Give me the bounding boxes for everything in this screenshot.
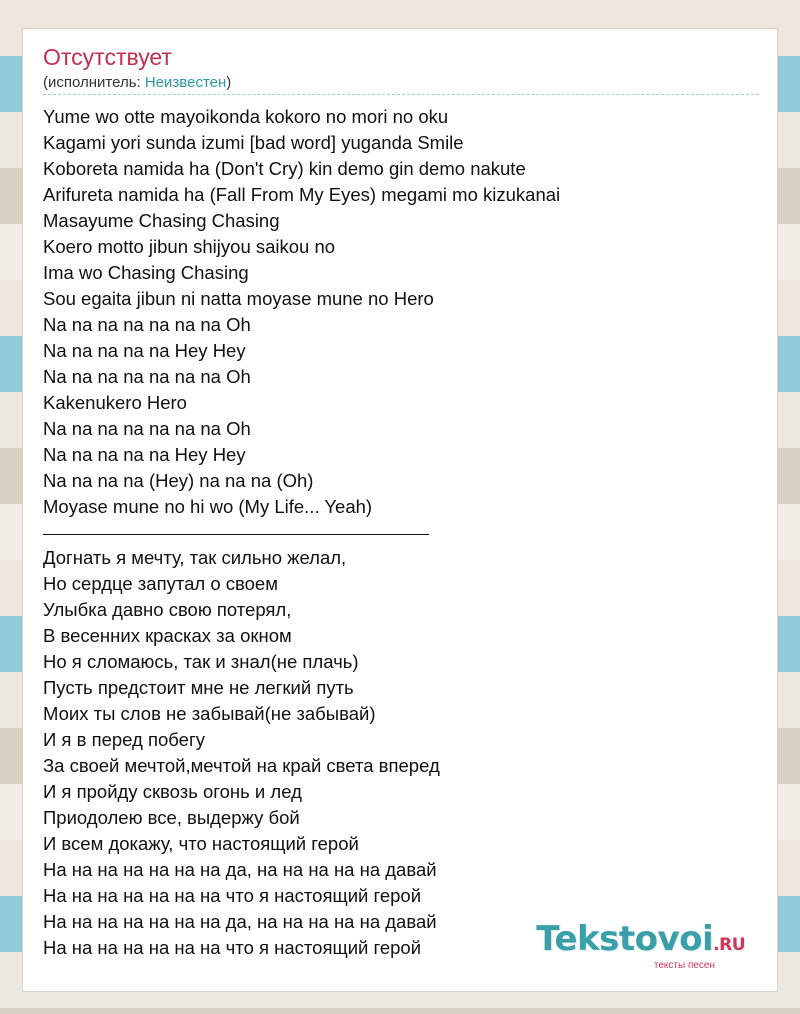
- lyrics-translation: [43, 545, 759, 961]
- lyrics-body: [43, 104, 759, 961]
- logo-main-text: Tekstovoi: [536, 919, 714, 959]
- translation-line: За своей мечтой,мечтой на край света вперед: [43, 755, 440, 776]
- lyric-line: Arifureta namida ha (Fall From My Eyes) megami mo kizukanai: [43, 184, 561, 205]
- lyric-line: Koboreta namida ha (Don't Cry) kin demo gin demo nakute: [43, 158, 526, 179]
- lyric-line: Na na na na na na na Oh: [43, 366, 251, 387]
- lyric-line: Masayume Chasing Chasing: [43, 210, 280, 231]
- translation-line: Приодолею все, выдержу бой: [43, 807, 300, 828]
- translation-line: Пусть предстоит мне не легкий путь: [43, 677, 354, 698]
- translation-line: Но я сломаюсь, так и знал(не плачь): [43, 651, 359, 672]
- lyric-line: Moyase mune no hi wo (My Life... Yeah): [43, 496, 373, 517]
- lyric-line: Na na na na (Hey) na na na (Oh): [43, 470, 314, 491]
- translation-line: И я в перед побегу: [43, 729, 205, 750]
- lyrics-card: [22, 28, 778, 992]
- title-divider: [43, 94, 759, 95]
- logo-domain-suffix: .RU: [713, 935, 745, 955]
- lyric-line: Na na na na na na na Oh: [43, 418, 251, 439]
- translation-line: На на на на на на на да, на на на на на давай: [43, 911, 437, 932]
- lyric-line: Koero motto jibun shijyou saikou no: [43, 236, 336, 257]
- lyric-line: Na na na na na na na Oh: [43, 314, 251, 335]
- lyric-line: Ima wo Chasing Chasing: [43, 262, 249, 283]
- logo-wordmark: [536, 921, 745, 963]
- lyric-line: Kagami yori sunda izumi [bad word] yuganda Smile: [43, 132, 464, 153]
- translation-separator: [43, 520, 429, 535]
- translation-line: На на на на на на на что я настоящий герой: [43, 937, 422, 958]
- translation-line: Моих ты слов не забывай(не забывай): [43, 703, 376, 724]
- song-title: Отсутствует: [43, 44, 172, 70]
- translation-line: На на на на на на на да, на на на на на давай: [43, 859, 437, 880]
- artist-link[interactable]: Неизвестен: [144, 74, 227, 91]
- translation-line: И я пройду сквозь огонь и лед: [43, 781, 302, 802]
- logo-tagline: тексты песен: [653, 960, 715, 971]
- translation-line: В весенних красках за окном: [43, 625, 292, 646]
- translation-line: Улыбка давно свою потерял,: [43, 599, 292, 620]
- artist-suffix: ): [226, 74, 232, 91]
- lyric-line: Sou egaita jibun ni natta moyase mune no Hero: [43, 288, 434, 309]
- translation-line: И всем докажу, что настоящий герой: [43, 833, 359, 854]
- lyric-line: Na na na na na Hey Hey: [43, 340, 246, 361]
- lyrics-original: [43, 104, 759, 520]
- artist-line: [43, 73, 231, 93]
- translation-line: На на на на на на на что я настоящий герой: [43, 885, 422, 906]
- site-logo[interactable]: [536, 921, 745, 971]
- lyric-line: Yume wo otte mayoikonda kokoro no mori no oku: [43, 106, 449, 127]
- lyric-line: Na na na na na Hey Hey: [43, 444, 246, 465]
- translation-line: Но сердце запутал о своем: [43, 573, 278, 594]
- lyric-line: Kakenukero Hero: [43, 392, 187, 413]
- artist-prefix: (исполнитель:: [43, 74, 145, 91]
- translation-line: Догнать я мечту, так сильно желал,: [43, 547, 347, 568]
